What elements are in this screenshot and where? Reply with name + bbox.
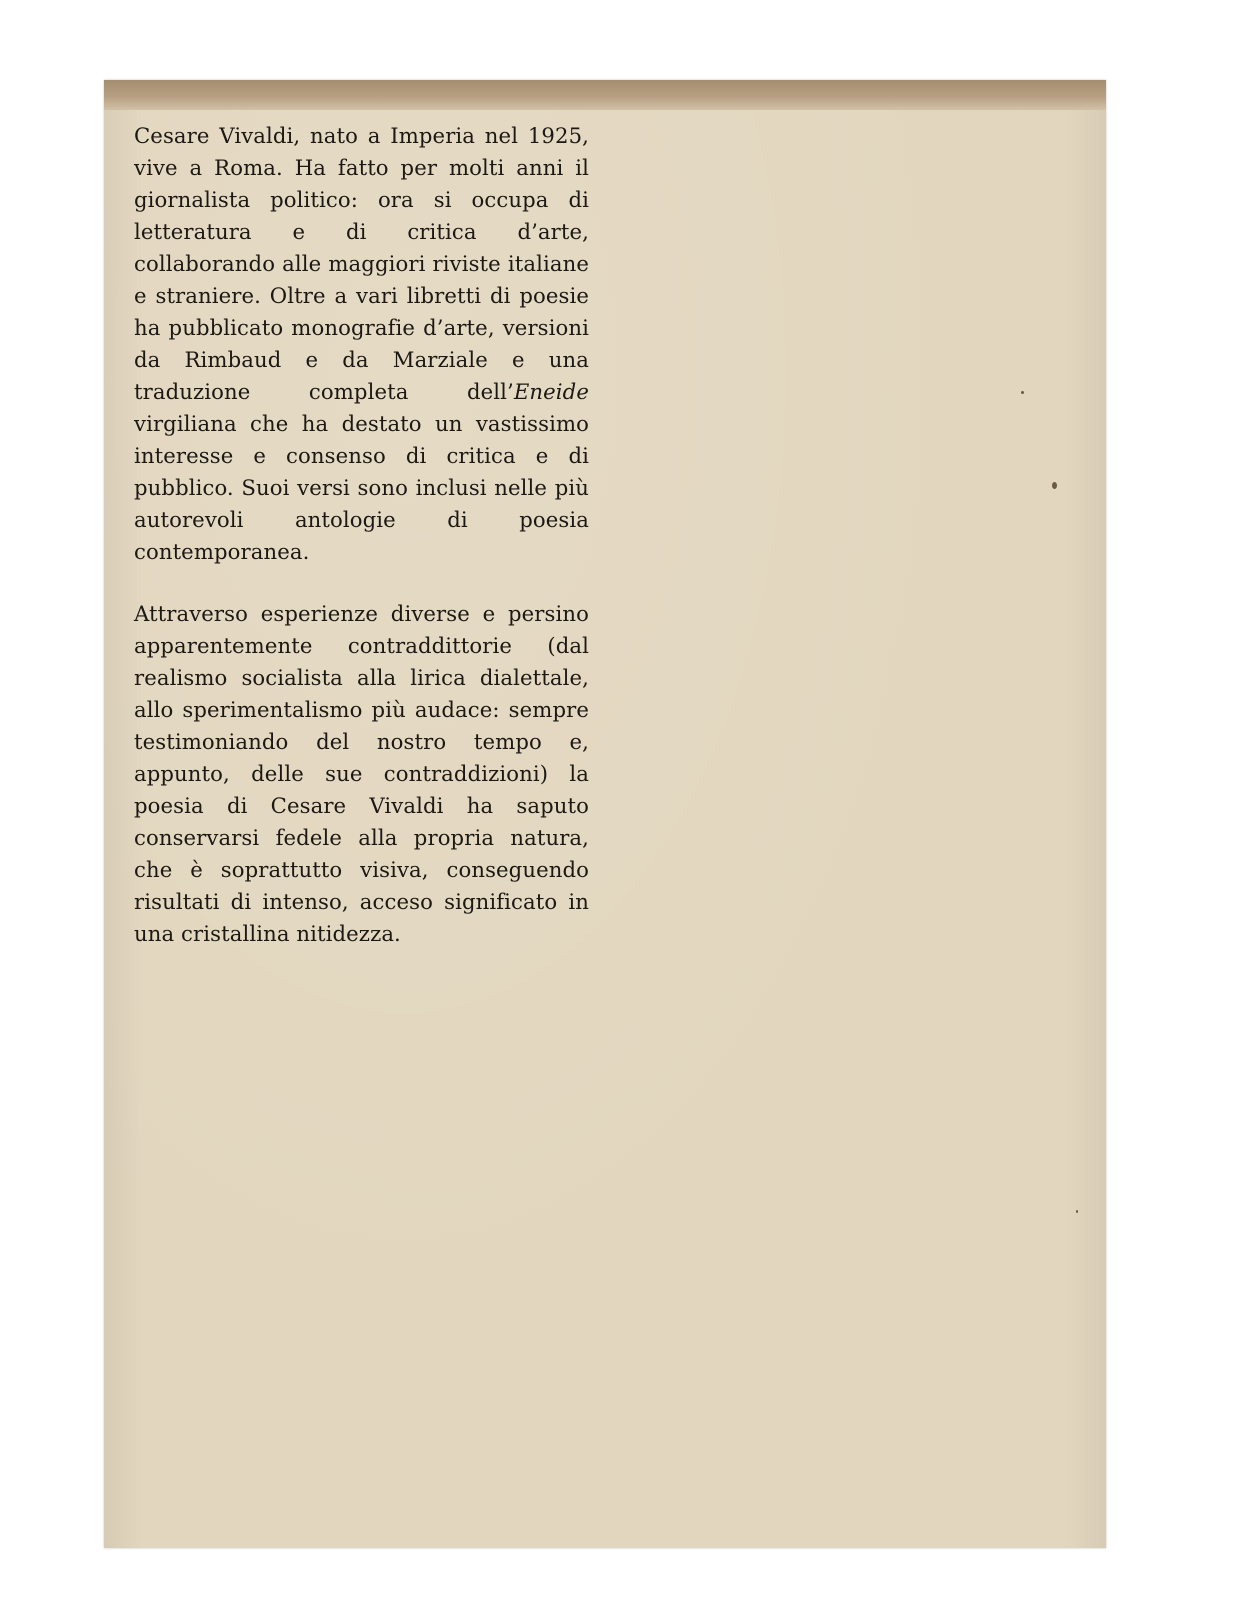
author-blurb — [134, 120, 589, 950]
biography-text-part-1: Cesare Vivaldi, nato a Imperia nel 1925, vive a Roma. Ha fatto per molti anni il giornalista politico: ora si occupa di letteratura e di critica d’arte, collaborando alle maggiori riviste italiane e straniere. Oltre a vari libretti di poesie ha pubblicato monografie d’arte, versioni da Rimbaud e da Marziale e una traduzione completa dell’ — [134, 123, 589, 404]
book-top-edge — [104, 80, 1106, 110]
book-back-cover — [104, 80, 1106, 1548]
poetry-description-paragraph: Attraverso esperienze diverse e persino apparentemente contraddittorie (dal realismo socialista alla lirica dialettale, allo sperimentalismo più audace: sempre testimoniando del nostro tempo e, appunto, delle sue contraddizioni) la poesia di Cesare Vivaldi ha saputo conservarsi fedele alla propria natura, che è soprattutto visiva, conseguendo risultati di intenso, acceso significato in una cristallina nitidezza. — [134, 601, 589, 946]
biography-paragraph — [134, 120, 589, 568]
eneide-title: Eneide — [513, 379, 589, 404]
paper-speck — [1021, 391, 1024, 394]
paper-speck — [1052, 482, 1057, 489]
paper-speck — [1076, 1210, 1078, 1213]
biography-text-part-2: virgiliana che ha destato un vastissimo interesse e consenso di critica e di pubblico. Suoi versi sono inclusi nelle più autorevoli antologie di poesia contemporanea. — [134, 411, 589, 564]
